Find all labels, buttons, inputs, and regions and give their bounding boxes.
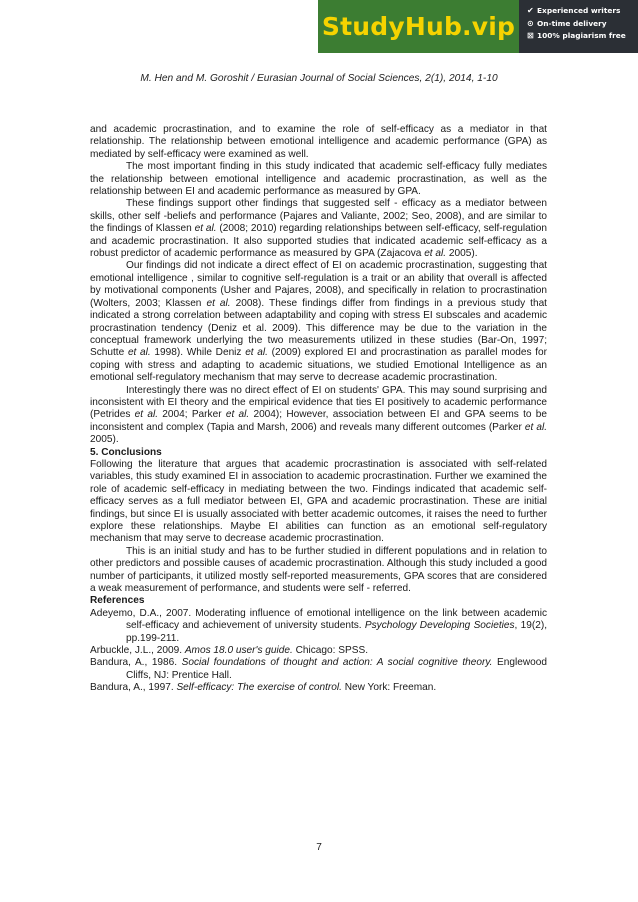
reference-item: Bandura, A., 1986. Social foundations of thought and action: A social cognitive theory. Englewood Cliffs, NJ: Prentice Hall. [90,657,547,681]
reference-item: Bandura, A., 1997. Self-efficacy: The exercise of control. New York: Freeman. [90,682,437,694]
check-icon: ✔ [527,6,534,15]
paragraph: These findings support other findings that suggested self - efficacy as a mediator between skills, other self -beliefs and performance (Pajares and Valiante, 2002; Seo, 2008), and are similar to the findings of Klassen et al. (2008; 2010) regarding relationships between self-efficacy, self-regulation and academic procrastination. It also supported studies that indicated academic self-efficacy as a robust predictor of academic performance as measured by GPA (Zajacova et al. 2005). [90,198,547,260]
article-body [90,124,547,695]
feature-item: ⊠ 100% plagiarism free [527,30,638,43]
paragraph: Interestingly there was no direct effect of EI on students' GPA. This may sound surprising and inconsistent with EI theory and the empirical evidence that ties EI positively to academic performance (Petrides et al. 2004; Parker et al. 2004); However, association between EI and GPA seems to be inconsistent and complex (Tapia and Marsh, 2006) and reveals many different outcomes (Parker et al. 2005). [90,384,547,446]
feature-item: ✔ Experienced writers [527,5,638,18]
ad-banner[interactable] [318,0,638,53]
paragraph: Our findings did not indicate a direct effect of EI on academic procrastination, suggesting that emotional intelligence , similar to cognitive self-regulation is a trait or an ability that overall is affected by motivational components (Usher and Pajares, 2008), and specifically in relation to procrastination (Wolters, 2003; Klassen et al. 2008). These findings differ from findings in a previous study that indicated a strong correlation between adaptability and coping with stress EI subscales and academic procrastination tendency (Deniz et al. 2009). This difference may be due to the variation in the conceptual framework underlying the two measurements utilized in these studies (Bar-On, 1997; Schutte et al. 1998). While Deniz et al. (2009) explored EI and procrastination as parallel modes for coping with stress and adapting to academic situations, we studied Emotional Intelligence as an emotional self-regulatory mechanism that may serve to decrease academic procrastination. [90,260,548,384]
banner-features [519,0,638,53]
reference-item: Adeyemo, D.A., 2007. Moderating influence of emotional intelligence on the link between academic self-efficacy and achievement of university students. Psychology Developing Societies, 19(2), pp.199-211. [90,607,548,644]
feature-item: ⊙ On-time delivery [527,18,638,31]
references-heading: References [90,595,145,607]
paragraph: The most important finding in this study indicated that academic self-efficacy fully mediates the relationship between emotional intelligence and academic procrastination, as well as the relationship between EI and academic performance as measured by GPA. [90,161,547,198]
reference-item: Arbuckle, J.L., 2009. Amos 18.0 user's guide. Chicago: SPSS. [90,645,368,657]
running-head: M. Hen and M. Goroshit / Eurasian Journal of Social Sciences, 2(1), 2014, 1-10 [140,73,498,84]
logo-text: StudyHub.vip [321,12,516,41]
section-heading: 5. Conclusions [90,446,162,458]
paragraph: and academic procrastination, and to examine the role of self-efficacy as a mediator in that relationship. The relationship between emotional intelligence and academic performance (GPA) as mediated by self-efficacy were examined as well. [90,124,547,160]
copy-icon: ⊠ [527,31,534,40]
studyhub-logo[interactable] [318,0,519,53]
paragraph: This is an initial study and has to be further studied in different populations and in relation to other predictors and possible causes of academic procrastination. Although this study included a good number of participants, it utilized mostly self-reported measurements, GPA scores that are considered a weak measurement of performance, and students were self - referred. [90,545,547,595]
paragraph: Following the literature that argues that academic procrastination is associated with self-related variables, this study examined EI in association to academic procrastination. Further we examined the role of academic self-efficacy in mediating between the two. Findings indicated that academic self-efficacy serves as a full mediator between EI, GPA and academic procrastination. These are initial findings, but since EI is usually associated with better academic outcomes, it raises the need to further explore these relationships. Maybe EI abilities can function as an emotional self-regulatory mechanism that may serve to decrease academic procrastination. [90,458,547,545]
clock-icon: ⊙ [527,18,534,28]
page-number: 7 [316,842,322,853]
